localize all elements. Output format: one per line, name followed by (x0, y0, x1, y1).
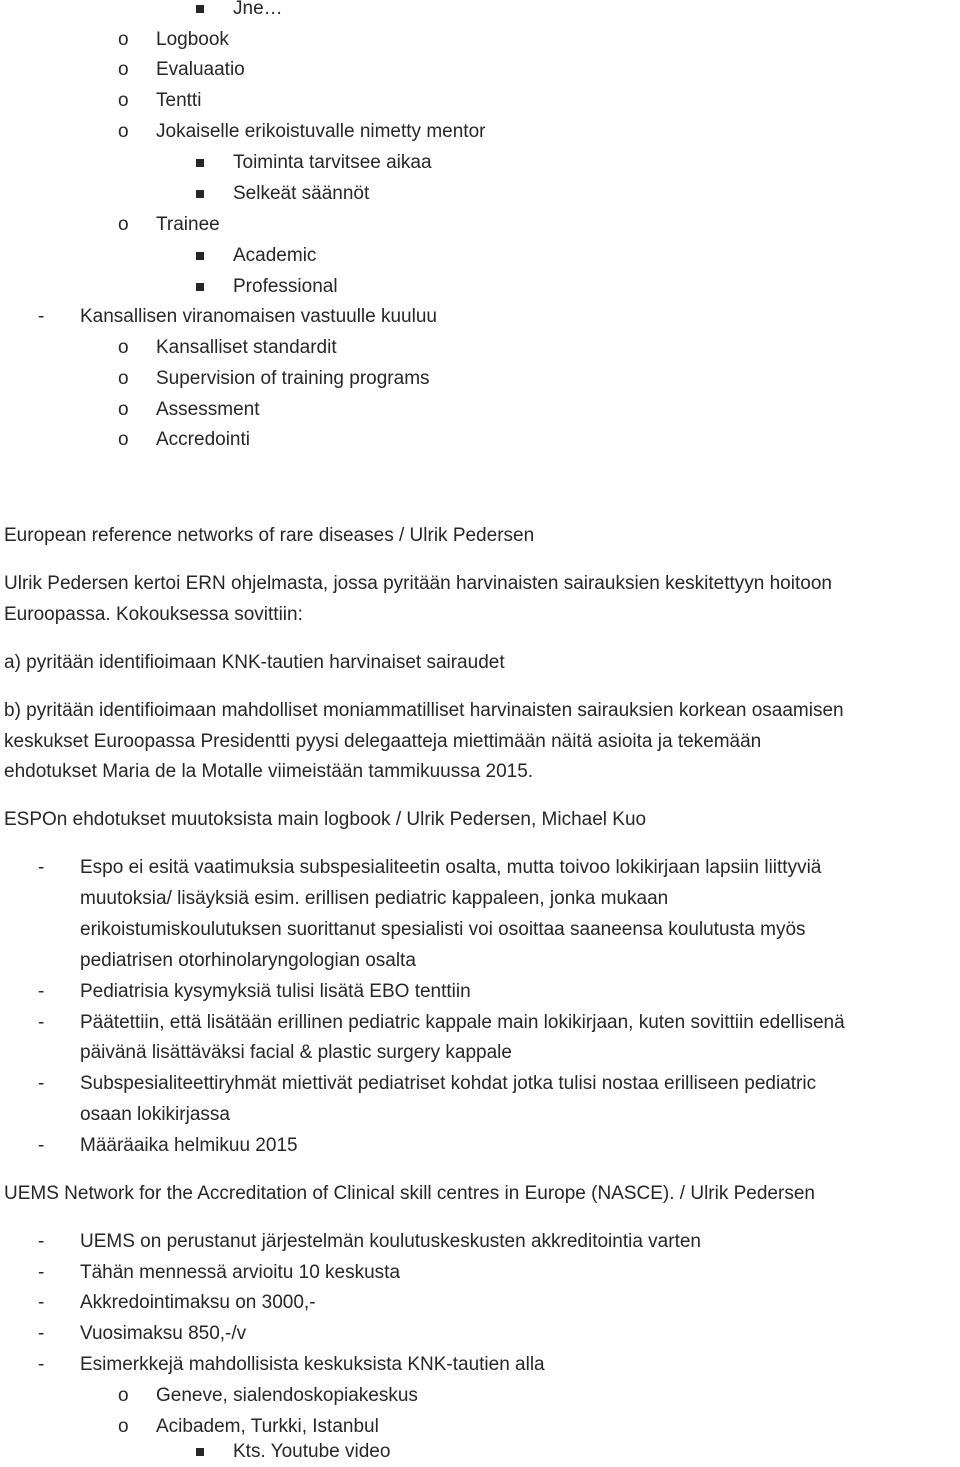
list-item-text: Toiminta tarvitsee aikaa (233, 152, 432, 173)
circle-bullet-icon: o (118, 368, 129, 389)
list-item-text: pediatrisen otorhinolaryngologian osalta (80, 950, 416, 971)
list-item-text: Tähän mennessä arvioitu 10 keskusta (80, 1262, 401, 1283)
circle-bullet-icon: o (118, 59, 129, 80)
list-item-text: Jne… (233, 0, 283, 19)
dash-bullet-icon: - (38, 306, 45, 327)
list-item-text: Accredointi (156, 429, 250, 450)
list-item-text: Assessment (156, 399, 260, 420)
list-item-text: Päätettiin, että lisätään erillinen pediatric kappale main lokikirjaan, kuten sovittiin edellisenä (80, 1012, 845, 1033)
circle-bullet-icon: o (118, 337, 129, 358)
dash-bullet-icon: - (38, 1073, 45, 1094)
dash-bullet-icon: - (38, 1292, 45, 1313)
heading-text: UEMS Network for the Accreditation of Clinical skill centres in Europe (NASCE). / Ulrik Pedersen (4, 1183, 815, 1204)
circle-bullet-icon: o (118, 214, 129, 235)
paragraph-text: Euroopassa. Kokouksessa sovittiin: (4, 604, 303, 625)
paragraph-text: a) pyritään identifioimaan KNK-tautien harvinaiset sairaudet (4, 652, 505, 673)
list-item-text: Trainee (156, 214, 220, 235)
heading-text: ESPOn ehdotukset muutoksista main logbook / Ulrik Pedersen, Michael Kuo (4, 809, 647, 830)
dash-bullet-icon: - (38, 981, 45, 1002)
list-item-text: Määräaika helmikuu 2015 (80, 1135, 298, 1156)
list-item-text: Kts. Youtube video (233, 1441, 391, 1462)
paragraph-text: Ulrik Pedersen kertoi ERN ohjelmasta, jossa pyritään harvinaisten sairauksien keskitettyyn hoitoon (4, 573, 832, 594)
dash-bullet-icon: - (38, 1135, 45, 1156)
list-item-text: Vuosimaksu 850,-/v (80, 1323, 247, 1344)
list-item-text: Jokaiselle erikoistuvalle nimetty mentor (156, 121, 486, 142)
dash-bullet-icon: - (38, 1231, 45, 1252)
list-item-text: Geneve, sialendoskopiakeskus (156, 1385, 418, 1406)
square-bullet-icon (196, 159, 204, 167)
list-item-text: osaan lokikirjassa (80, 1104, 230, 1125)
list-item-text: Selkeät säännöt (233, 183, 370, 204)
list-item-text: Akkredointimaksu on 3000,- (80, 1292, 316, 1313)
circle-bullet-icon: o (118, 29, 129, 50)
list-item-text: Esimerkkejä mahdollisista keskuksista KNK-tautien alla (80, 1354, 545, 1375)
paragraph-text: b) pyritään identifioimaan mahdolliset moniammatilliset harvinaisten sairauksien korkean osaamisen (4, 700, 844, 721)
circle-bullet-icon: o (118, 1416, 129, 1437)
list-item-text: Espo ei esitä vaatimuksia subspesialiteetin osalta, mutta toivoo lokikirjaan lapsiin liittyviä (80, 857, 822, 878)
circle-bullet-icon: o (118, 1385, 129, 1406)
list-item-text: päivänä lisättäväksi facial & plastic surgery kappale (80, 1042, 512, 1063)
list-item-text: muutoksia/ lisäyksiä esim. erillisen pediatric kappaleen, jonka mukaan (80, 888, 669, 909)
square-bullet-icon (196, 1448, 204, 1456)
circle-bullet-icon: o (118, 399, 129, 420)
list-item-text: UEMS on perustanut järjestelmän koulutuskeskusten akkreditointia varten (80, 1231, 701, 1252)
dash-bullet-icon: - (38, 1012, 45, 1033)
heading-text: European reference networks of rare diseases / Ulrik Pedersen (4, 525, 535, 546)
list-item-text: Logbook (156, 29, 229, 50)
dash-bullet-icon: - (38, 1323, 45, 1344)
paragraph-text: ehdotukset Maria de la Motalle viimeistään tammikuussa 2015. (4, 761, 534, 782)
list-item-text: Academic (233, 245, 317, 266)
list-item-text: Kansalliset standardit (156, 337, 337, 358)
circle-bullet-icon: o (118, 429, 129, 450)
list-item-text: Kansallisen viranomaisen vastuulle kuuluu (80, 306, 437, 327)
circle-bullet-icon: o (118, 90, 129, 111)
dash-bullet-icon: - (38, 857, 45, 878)
paragraph-text: keskukset Euroopassa Presidentti pyysi delegaatteja miettimään näitä asioita ja tekemään (4, 731, 762, 752)
list-item-text: Subspesialiteettiryhmät miettivät pediatriset kohdat jotka tulisi nostaa erilliseen pediatric (80, 1073, 817, 1094)
dash-bullet-icon: - (38, 1262, 45, 1283)
list-item-text: erikoistumiskoulutuksen suorittanut spesialisti voi osoittaa saaneensa koulutusta myös (80, 919, 806, 940)
list-item-text: Pediatrisia kysymyksiä tulisi lisätä EBO tenttiin (80, 981, 471, 1002)
list-item-text: Professional (233, 276, 338, 297)
list-item-text: Evaluaatio (156, 59, 245, 80)
circle-bullet-icon: o (118, 121, 129, 142)
square-bullet-icon (196, 283, 204, 291)
square-bullet-icon (196, 5, 204, 13)
square-bullet-icon (196, 190, 204, 198)
square-bullet-icon (196, 252, 204, 260)
list-item-text: Acibadem, Turkki, Istanbul (156, 1416, 379, 1437)
dash-bullet-icon: - (38, 1354, 45, 1375)
list-item-text: Supervision of training programs (156, 368, 430, 389)
list-item-text: Tentti (156, 90, 202, 111)
